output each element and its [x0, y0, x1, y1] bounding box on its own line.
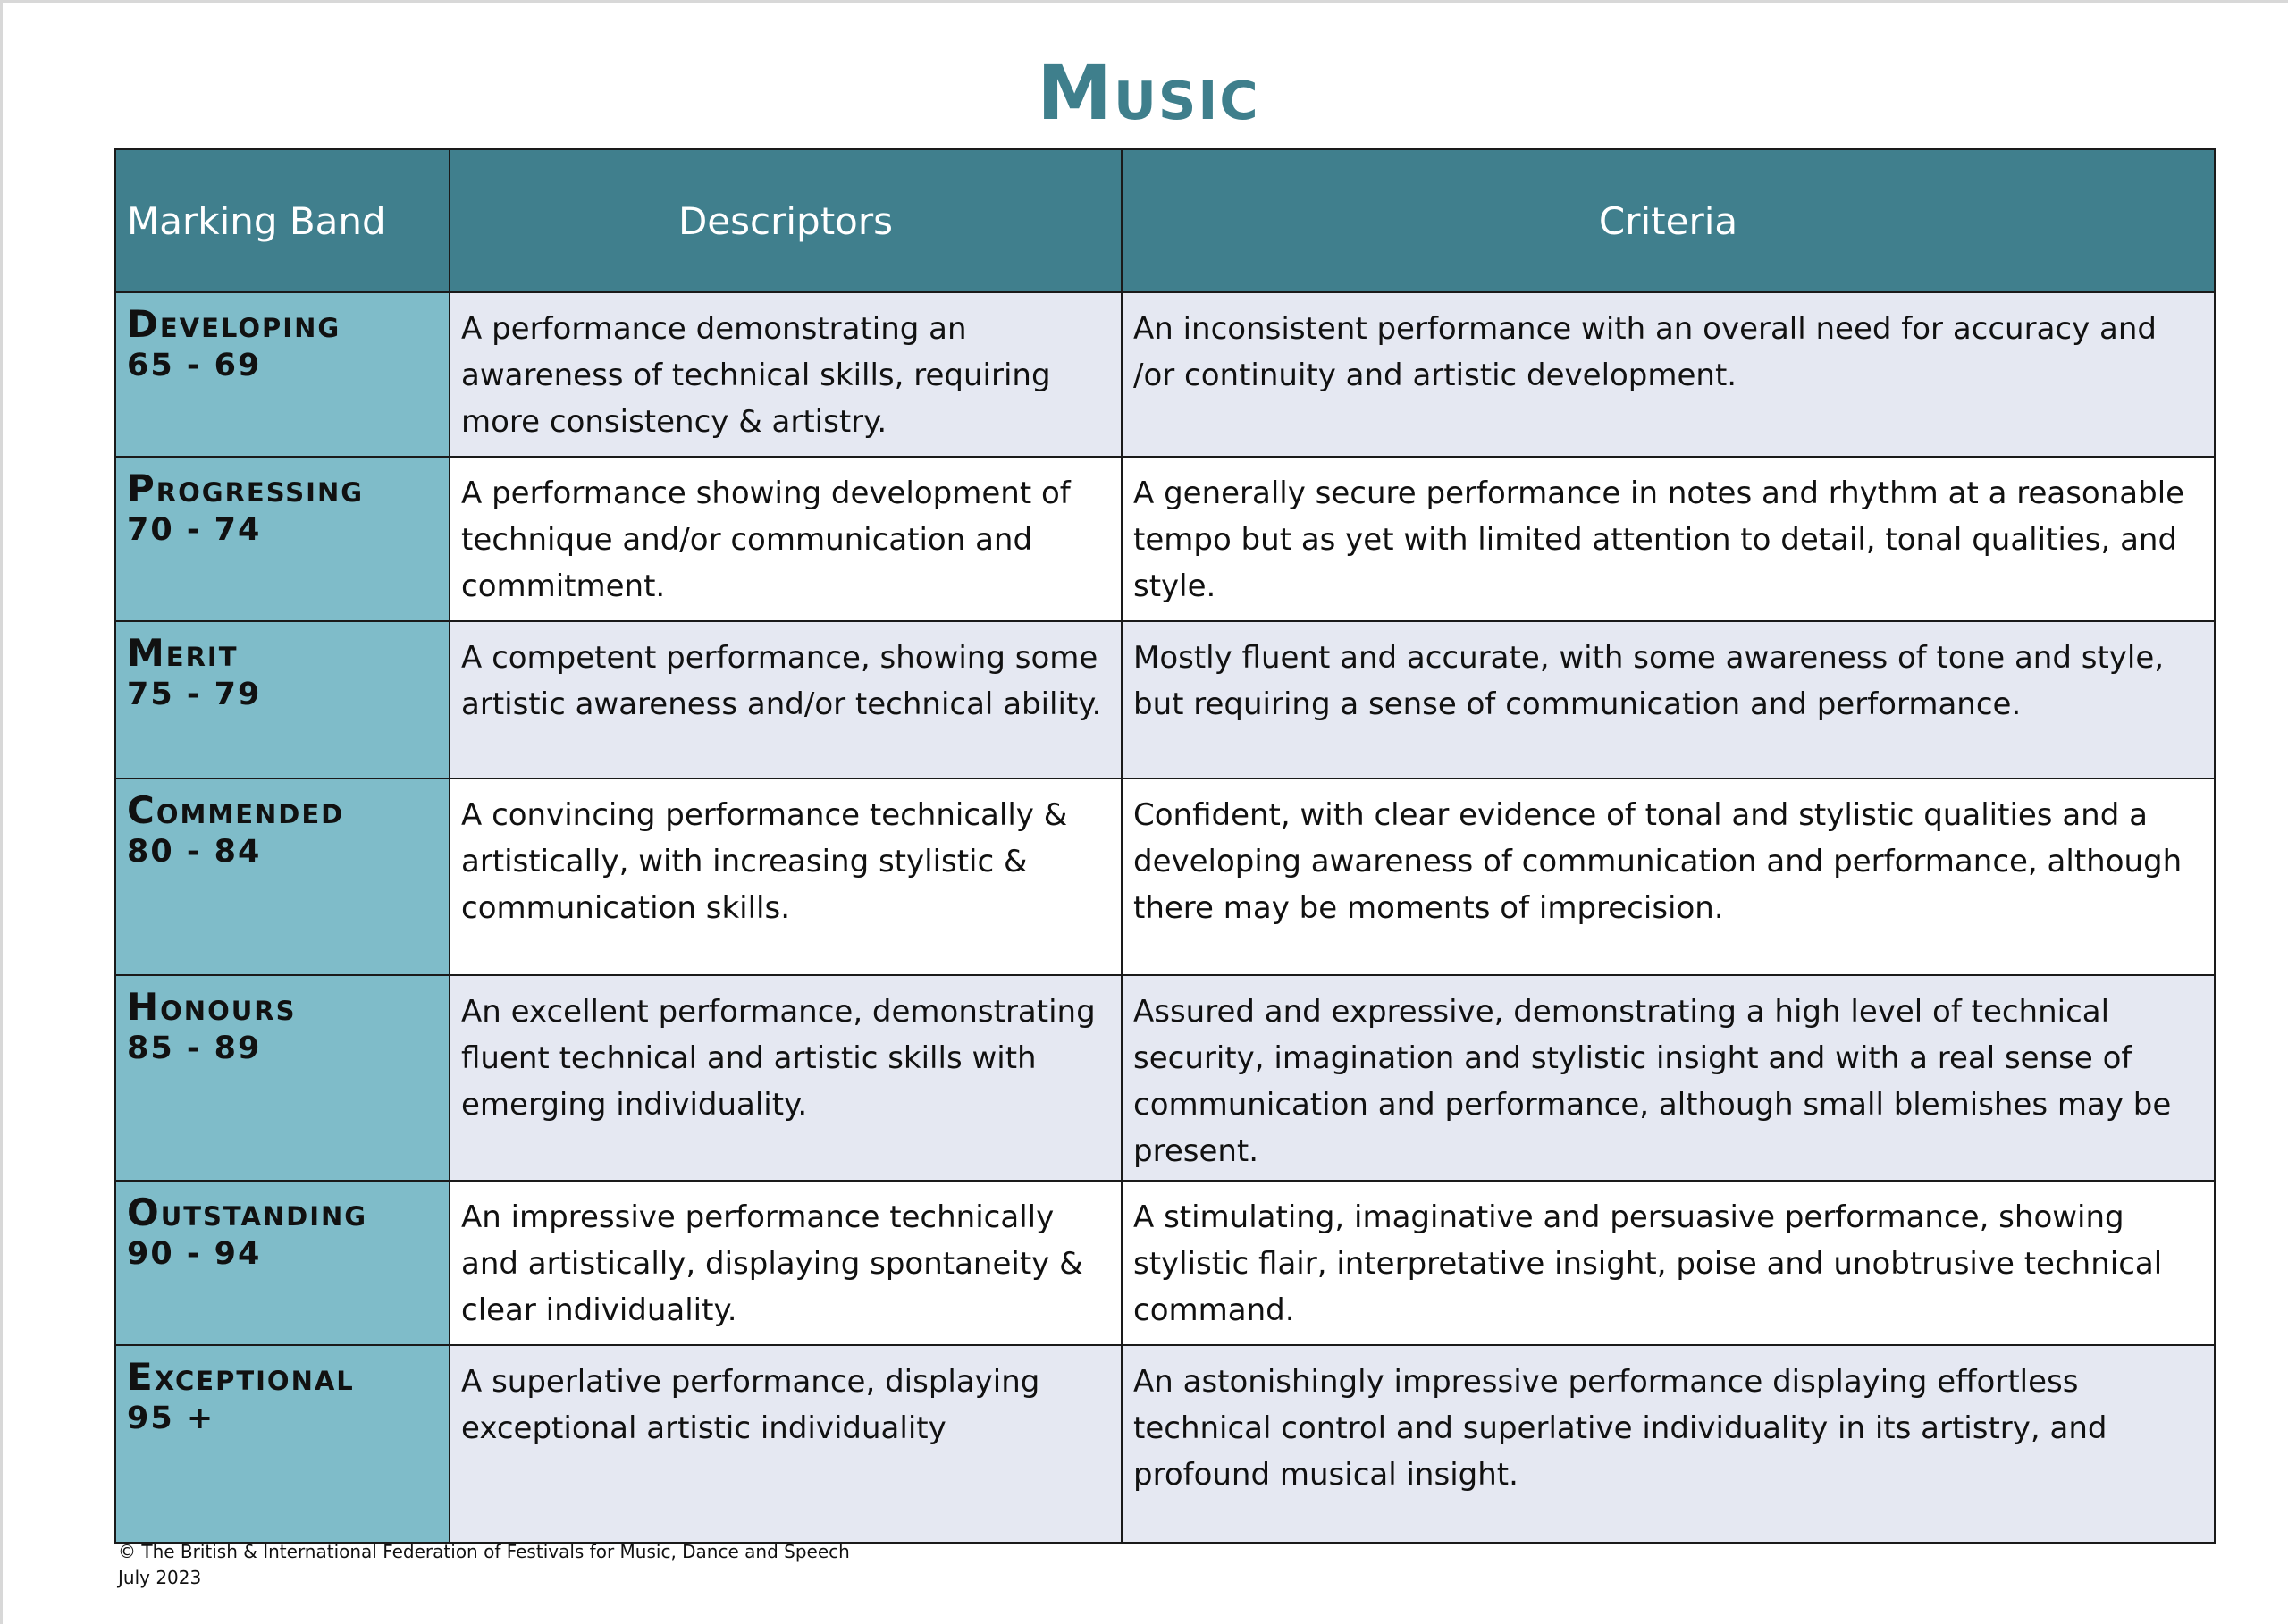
table-row	[115, 975, 2215, 1181]
header-criteria: Criteria	[1122, 149, 2215, 292]
band-name: Honours	[127, 985, 297, 1029]
marking-criteria-table	[114, 148, 2216, 1544]
band-range: 75 - 79	[127, 677, 262, 712]
page-border-top	[0, 0, 2288, 3]
band-cell	[115, 457, 450, 621]
band-range: 90 - 94	[127, 1236, 262, 1272]
copyright-notice: © The British & International Federation of Festivals for Music, Dance and Speech	[118, 1541, 850, 1562]
band-name: Developing	[127, 302, 341, 346]
band-name: Exceptional	[127, 1355, 355, 1399]
band-range: 65 - 69	[127, 348, 262, 383]
descriptor-cell: A superlative performance, displaying exceptional artistic individuality	[450, 1345, 1122, 1543]
table-header-row	[115, 149, 2215, 292]
table-row	[115, 621, 2215, 778]
page-title: Music	[1037, 49, 1260, 137]
header-marking-band: Marking Band	[115, 149, 450, 292]
band-name: Commended	[127, 788, 345, 832]
criteria-cell: A stimulating, imaginative and persuasive performance, showing stylistic flair, interpretative insight, poise and unobtrusive technical command.	[1122, 1181, 2215, 1345]
criteria-cell: An inconsistent performance with an overall need for accuracy and /or continuity and artistic development.	[1122, 292, 2215, 457]
band-cell	[115, 292, 450, 457]
header-descriptors: Descriptors	[450, 149, 1122, 292]
descriptor-cell: A convincing performance technically & artistically, with increasing stylistic & communication skills.	[450, 778, 1122, 975]
table-row	[115, 1181, 2215, 1345]
descriptor-cell: A performance showing development of technique and/or communication and commitment.	[450, 457, 1122, 621]
footer	[118, 1539, 850, 1591]
band-cell	[115, 975, 450, 1181]
band-name: Progressing	[127, 467, 365, 510]
descriptor-cell: A performance demonstrating an awareness of technical skills, requiring more consistency & artistry.	[450, 292, 1122, 457]
band-range: 95 +	[127, 1401, 215, 1436]
band-name: Merit	[127, 631, 239, 675]
band-range: 85 - 89	[127, 1031, 262, 1066]
publication-date: July 2023	[118, 1567, 202, 1588]
band-cell	[115, 1181, 450, 1345]
band-range: 70 - 74	[127, 512, 262, 548]
page-border-left	[0, 0, 3, 1624]
table-row	[115, 778, 2215, 975]
band-cell	[115, 621, 450, 778]
descriptor-cell: A competent performance, showing some artistic awareness and/or technical ability.	[450, 621, 1122, 778]
criteria-cell: An astonishingly impressive performance displaying effortless technical control and superlative individuality in its artistry, and profound musical insight.	[1122, 1345, 2215, 1543]
band-cell	[115, 778, 450, 975]
descriptor-cell: An impressive performance technically and artistically, displaying spontaneity & clear individuality.	[450, 1181, 1122, 1345]
criteria-cell: Confident, with clear evidence of tonal and stylistic qualities and a developing awareness of communication and performance, although there may be moments of imprecision.	[1122, 778, 2215, 975]
table-row	[115, 457, 2215, 621]
band-range: 80 - 84	[127, 834, 262, 870]
criteria-cell: Assured and expressive, demonstrating a high level of technical security, imagination and stylistic insight and with a real sense of communication and performance, although small blemishes may be present.	[1122, 975, 2215, 1181]
table-row	[115, 292, 2215, 457]
band-name: Outstanding	[127, 1191, 368, 1234]
criteria-cell: Mostly fluent and accurate, with some awareness of tone and style, but requiring a sense of communication and performance.	[1122, 621, 2215, 778]
band-cell	[115, 1345, 450, 1543]
criteria-cell: A generally secure performance in notes and rhythm at a reasonable tempo but as yet with limited attention to detail, tonal qualities, and style.	[1122, 457, 2215, 621]
descriptor-cell: An excellent performance, demonstrating fluent technical and artistic skills with emerging individuality.	[450, 975, 1122, 1181]
table-row	[115, 1345, 2215, 1543]
